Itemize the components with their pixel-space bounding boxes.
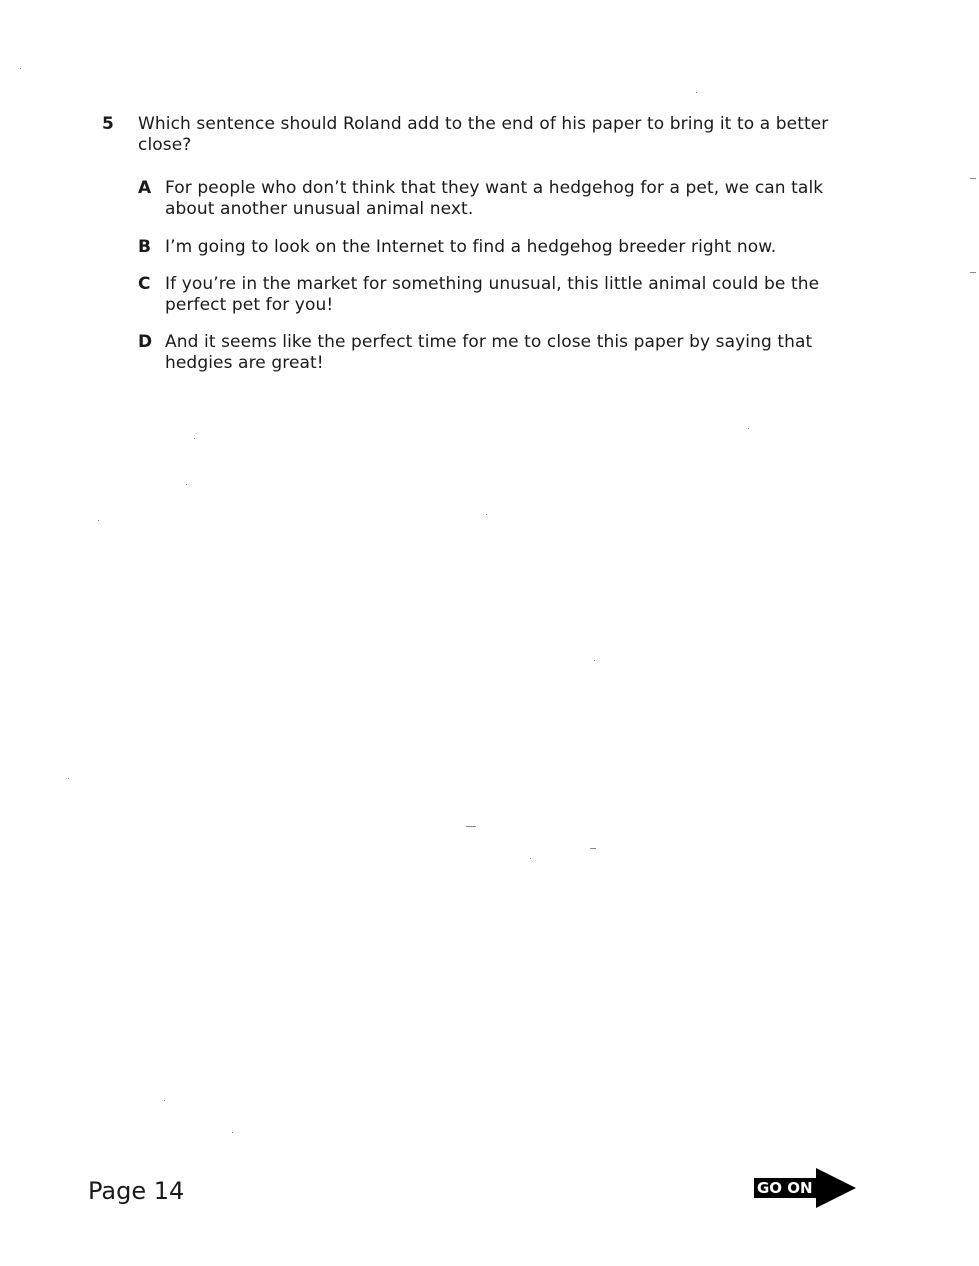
choice-letter: A — [138, 178, 152, 198]
go-on-label: GO ON — [754, 1178, 816, 1198]
scan-speck — [748, 428, 749, 429]
scan-speck — [466, 826, 476, 827]
page-number: Page 14 — [88, 1177, 185, 1205]
scan-speck — [20, 68, 21, 69]
question-stem: Which sentence should Roland add to the end of his paper to bring it to a better close? — [138, 114, 829, 155]
choice-text: I’m going to look on the Internet to find a hedgehog breeder right now. — [165, 237, 777, 257]
scan-speck — [530, 858, 531, 859]
choice-text: And it seems like the perfect time for me to close this paper by saying that hedgies are great! — [165, 332, 813, 373]
scan-speck — [68, 778, 69, 779]
choice-text: If you’re in the market for something unusual, this little animal could be the perfect pet for you! — [165, 274, 820, 315]
scan-speck — [194, 438, 195, 439]
scan-speck — [594, 660, 595, 661]
scan-speck — [696, 92, 697, 93]
go-on-indicator — [754, 1168, 856, 1208]
right-arrow-icon — [810, 1168, 856, 1208]
choice-text: For people who don’t think that they want a hedgehog for a pet, we can talk about another unusual animal next. — [165, 178, 824, 219]
scan-speck — [186, 484, 187, 485]
choice-letter: B — [138, 237, 151, 257]
scan-speck — [970, 272, 976, 273]
scan-speck — [98, 520, 99, 521]
scan-speck — [970, 178, 976, 179]
choice-letter: C — [138, 274, 151, 294]
choice-letter: D — [138, 332, 153, 352]
scan-speck — [590, 848, 596, 849]
scan-speck — [232, 1132, 233, 1133]
question-number: 5 — [102, 114, 114, 134]
scan-speck — [164, 1100, 165, 1101]
scan-speck — [486, 514, 487, 515]
